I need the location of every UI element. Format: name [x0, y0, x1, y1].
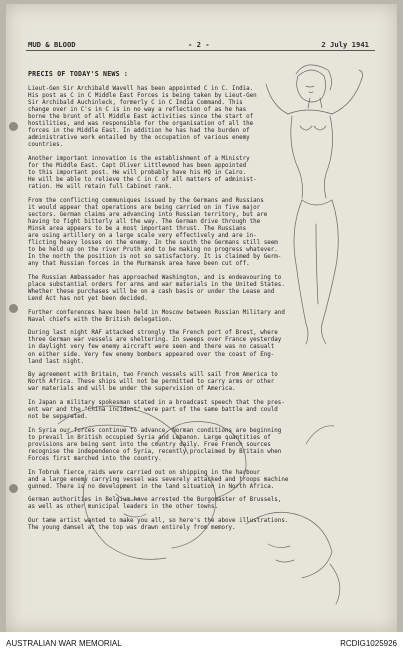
news-paragraph: Lieut-Gen Sir Archibald Wavell has been appointed C in C. India. His post as C in C Middle East Forces is being taken by Lieut-Gen Sir Archibald Auchinleck, formerly C in C India Command. This change over in C's in C is in no way a reflection of as he has borne the brunt of all Middle East activities since the start of hostilities, and was responsible for the organisation of all the forces in the Middle East. In addition he has had the burden of administrative work entailed by the occupation of various enemy countries. — [28, 86, 257, 149]
news-paragraph: German authorities in Belgium have arrested the Burgomaster of Brussels, as well as other municipal leaders in the other towns. — [28, 497, 282, 511]
news-paragraph: The Russian Ambassador has approached Washington, and is endeavouring to place substantial orders for arms and war materials in the United States. Whether these purchases will be on a cash basis or under the Lease and Lend Act has not yet been decided. — [28, 274, 285, 303]
issue-date: 2 July 1941 — [321, 40, 369, 49]
newsletter-page — [6, 4, 397, 632]
punch-hole — [9, 304, 18, 313]
archive-reference: RCDIG1025926 — [340, 638, 397, 648]
news-paragraph: Another important innovation is the establishment of a Ministry for the Middle East. Capt Oliver Littlewood has been appointed to this important post. He will probably have his HQ in Cairo. He will be able to relieve the C in C of all matters of administ- ration. He will retain full Cabinet rank. — [28, 156, 257, 191]
news-paragraph: In Tobruk fierce raids were carried out on shipping in the harbour and a large enemy carrying vessel was severely attacked and troops machine gunned. There is no development in the land situation in North Africa. — [28, 469, 289, 490]
news-paragraph: In Syria our forces continue to advance. Norman conditions are beginning to prevail in British occupied Syria and Lebanon. Large quantities of provisions are being sent into the country daily. Free French sources recognise the independence of Syria, recently proclaimed by Britain when Forces first marched into the country. — [28, 427, 282, 462]
archive-credit: AUSTRALIAN WAR MEMORIAL — [6, 638, 122, 648]
header-divider — [26, 50, 375, 51]
punch-hole — [9, 122, 18, 131]
newsletter-title: MUD & BLOOD — [28, 40, 76, 49]
news-paragraph: By agreement with Britain, two French vessels will sail from America to North Africa. These ships will not be permitted to carry arms or other war materials and will be under the supervision of America. — [28, 372, 278, 393]
archive-footer — [0, 632, 403, 654]
news-paragraph: In Japan a military spokesman stated in a broadcast speech that the pres- ent war and the "China incident" were part of the same battle and could not be separated. — [28, 399, 285, 421]
news-body — [28, 86, 374, 539]
news-paragraph: During last night RAF attacked strongly the French port of Brest, where three German war vessels are sheltering. In sweeps over France yesterday in daylight very few enemy aircraft were seen and there was no casualt on either side. Very few enemy bombers appeared over the coast of Eng- land last night. — [28, 330, 282, 365]
news-paragraph: From the conflicting communiques issued by the Germans and Russians it would appear that operations are being carried on in five major sectors. German claims are advancing into Russian territory, but are having to fight bitterly all the way. The German drive through the Minsk area appears to be a most important thrust. The Russians are using artillery on a large scale very effectively and are in- flicting heavy losses on the enemy. In the south the Germans still seem to be held up on the river Pruth and to be making no progress whatever. In the north the position is not so satisfactory. It is claimed by Germ- any that Russian forces in the Murmansk area have been cut off. — [28, 197, 282, 268]
punch-hole — [9, 484, 18, 493]
page-number: - 2 - — [188, 40, 210, 49]
news-paragraph: Further conferences have been held in Moscow between Russian Military and Naval chiefs with the British delegation. — [28, 309, 285, 323]
news-paragraph: Our tame artist wanted to make you all, so here's the above illustrations. The young damsel at the top was drawn entirely from memory. — [28, 517, 289, 531]
section-title: PRECIS OF TODAY'S NEWS : — [28, 70, 129, 78]
